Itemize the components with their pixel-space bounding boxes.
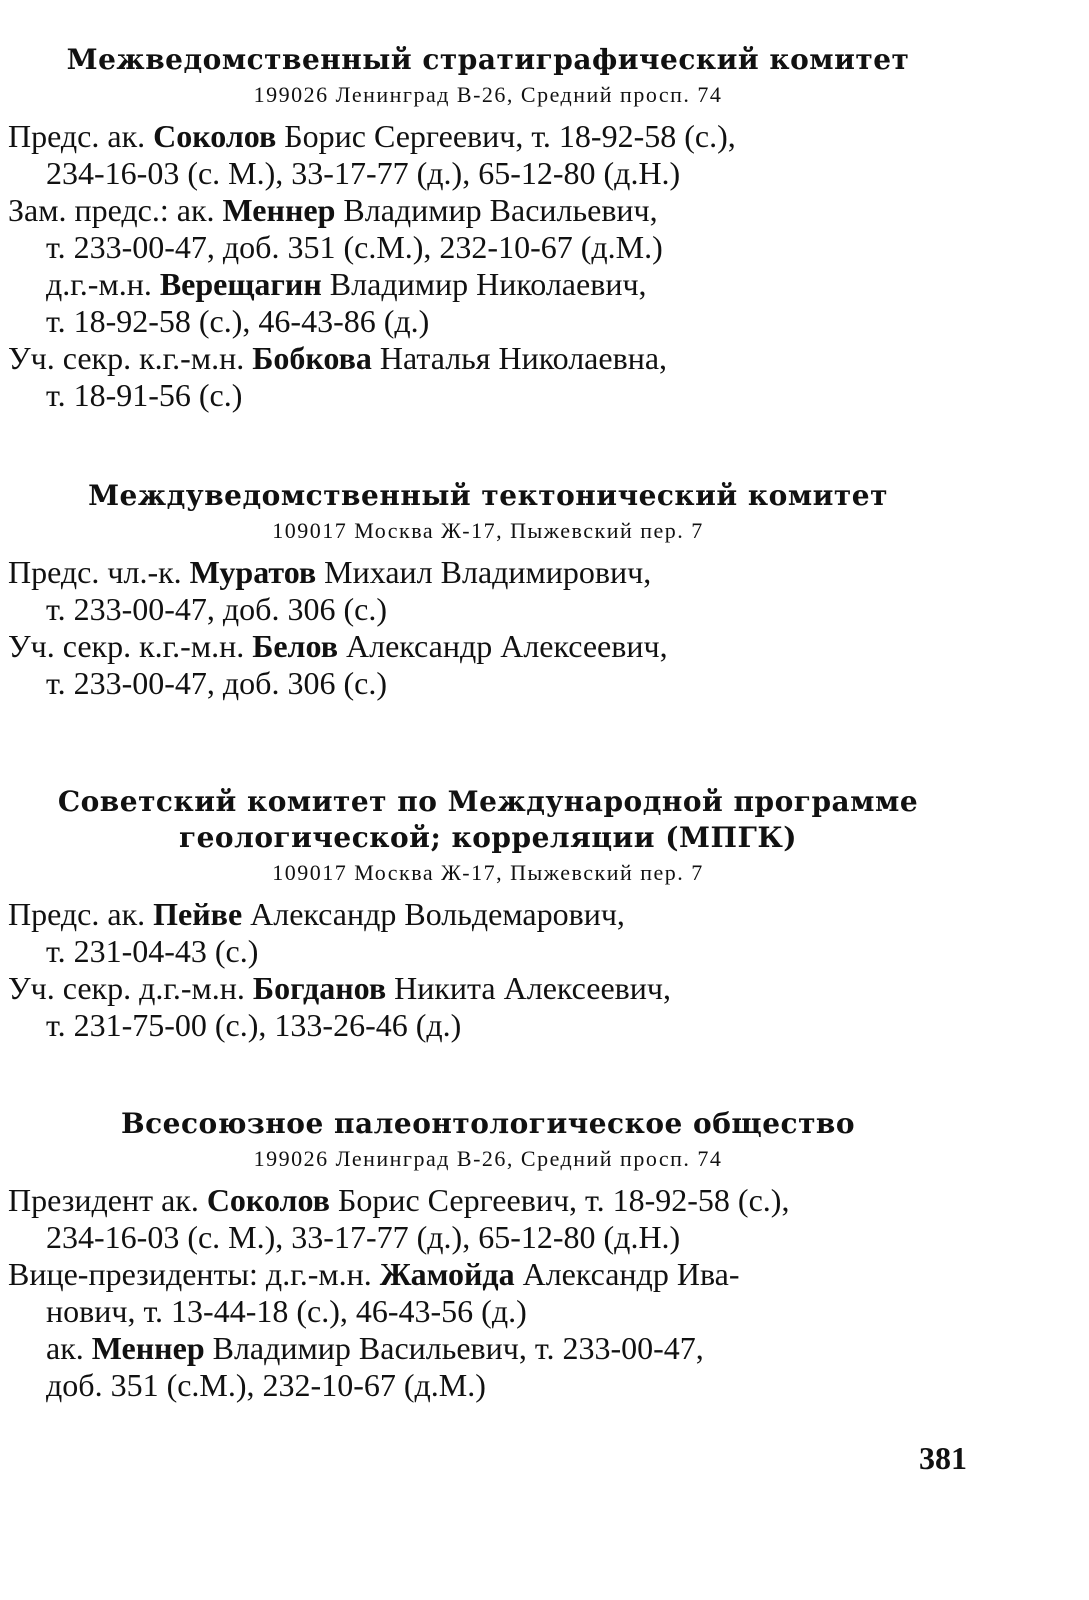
entry-vice-president <box>8 1256 968 1330</box>
section-title: Межведомственный стратиграфический комитет <box>66 43 910 76</box>
section-stratigraphic-committee <box>8 42 968 414</box>
entry-continuation: т. 233-00-47, доб. 306 (с.) <box>46 665 387 701</box>
entry-continuation: т. 233-00-47, доб. 351 (с.М.), 232-10-67 (д.М.) <box>46 229 663 265</box>
entry-surname: Богданов <box>252 970 387 1006</box>
entry-details: Александр Алексеевич, <box>337 628 668 664</box>
entry-continuation: т. 231-75-00 (с.), 133-26-46 (д.) <box>46 1007 462 1043</box>
entry-position: Предс. чл.-к. <box>8 554 190 590</box>
entry-surname: Верещагин <box>159 266 322 302</box>
entry-position: Уч. секр. к.г.-м.н. <box>8 340 253 376</box>
entry-chairman <box>8 896 968 970</box>
entry-position: Предс. ак. <box>8 896 154 932</box>
section-address: 199026 Ленинград В-26, Средний просп. 74 <box>253 1146 723 1171</box>
entry-continuation: 234-16-03 (с. М.), 33-17-77 (д.), 65-12-80 (д.Н.) <box>46 1219 681 1255</box>
entry-surname: Белов <box>252 628 338 664</box>
section-title-line-1: Советский комитет по Международной программе <box>57 785 919 818</box>
entry-surname: Муратов <box>189 554 317 590</box>
entry-secretary <box>8 970 968 1044</box>
entry-details: Александр Вольдемарович, <box>242 896 625 932</box>
entry-chairman <box>8 554 968 628</box>
entry-continuation: т. 231-04-43 (с.) <box>46 933 259 969</box>
section-address: 199026 Ленинград В-26, Средний просп. 74 <box>253 82 723 107</box>
entry-continuation: т. 233-00-47, доб. 306 (с.) <box>46 591 387 627</box>
entry-surname: Меннер <box>222 192 336 228</box>
entry-position: Предс. ак. <box>8 118 154 154</box>
entry-continuation: т. 18-92-58 (с.), 46-43-86 (д.) <box>46 303 430 339</box>
entry-details: Наталья Николаевна, <box>371 340 668 376</box>
section-title: Всесоюзное палеонтологическое общество <box>120 1107 856 1140</box>
entry-details: Борис Сергеевич, т. 18-92-58 (с.), <box>329 1182 790 1218</box>
entry-position: Президент ак. <box>8 1182 207 1218</box>
entry-details: Борис Сергеевич, т. 18-92-58 (с.), <box>276 118 736 154</box>
section-address: 109017 Москва Ж-17, Пыжевский пер. 7 <box>272 518 704 543</box>
entry-details: Михаил Владимирович, <box>316 554 652 590</box>
entry-position: Уч. секр. д.г.-м.н. <box>8 970 253 1006</box>
entry-details: Никита Алексеевич, <box>386 970 671 1006</box>
section-title: Междуведомственный тектонический комитет <box>88 479 888 512</box>
entry-continuation: т. 18-91-56 (с.) <box>46 377 243 413</box>
entry-deputy-chairman-2 <box>8 266 968 340</box>
entry-position: Зам. предс.: ак. <box>8 192 223 228</box>
entry-surname: Соколов <box>153 118 277 154</box>
section-address: 109017 Москва Ж-17, Пыжевский пер. 7 <box>272 860 704 885</box>
entry-surname: Жамойда <box>379 1256 515 1292</box>
entry-surname: Бобкова <box>252 340 372 376</box>
entry-details: Владимир Васильевич, т. 233-00-47, <box>204 1330 704 1366</box>
entry-position: Уч. секр. к.г.-м.н. <box>8 628 253 664</box>
entry-surname: Пейве <box>153 896 243 932</box>
entry-details: Владимир Николаевич, <box>321 266 647 302</box>
entry-president <box>8 1182 968 1256</box>
entry-position: Вице-президенты: д.г.-м.н. <box>8 1256 380 1292</box>
section-paleontological-society <box>8 1106 968 1404</box>
entry-deputy-chairman <box>8 192 968 266</box>
entry-surname: Соколов <box>206 1182 330 1218</box>
section-title-line-2: геологической; корреляции (МПГК) <box>178 821 798 854</box>
entry-continuation: 234-16-03 (с. М.), 33-17-77 (д.), 65-12-80 (д.Н.) <box>46 155 681 191</box>
section-igcp-committee <box>8 784 968 1044</box>
page-number: 381 <box>919 1440 967 1476</box>
entry-continuation: доб. 351 (с.М.), 232-10-67 (д.М.) <box>46 1367 486 1403</box>
entry-vice-president-2 <box>8 1330 968 1404</box>
entry-chairman <box>8 118 968 192</box>
section-tectonic-committee <box>8 478 968 702</box>
entry-details: Александр Ива- <box>514 1256 740 1292</box>
entry-secretary <box>8 340 968 414</box>
entry-secretary <box>8 628 968 702</box>
entry-position: ак. <box>46 1330 92 1366</box>
entry-position: д.г.-м.н. <box>46 266 160 302</box>
entry-details: Владимир Васильевич, <box>335 192 658 228</box>
entry-surname: Меннер <box>91 1330 205 1366</box>
entry-continuation: нович, т. 13-44-18 (с.), 46-43-56 (д.) <box>46 1293 527 1329</box>
